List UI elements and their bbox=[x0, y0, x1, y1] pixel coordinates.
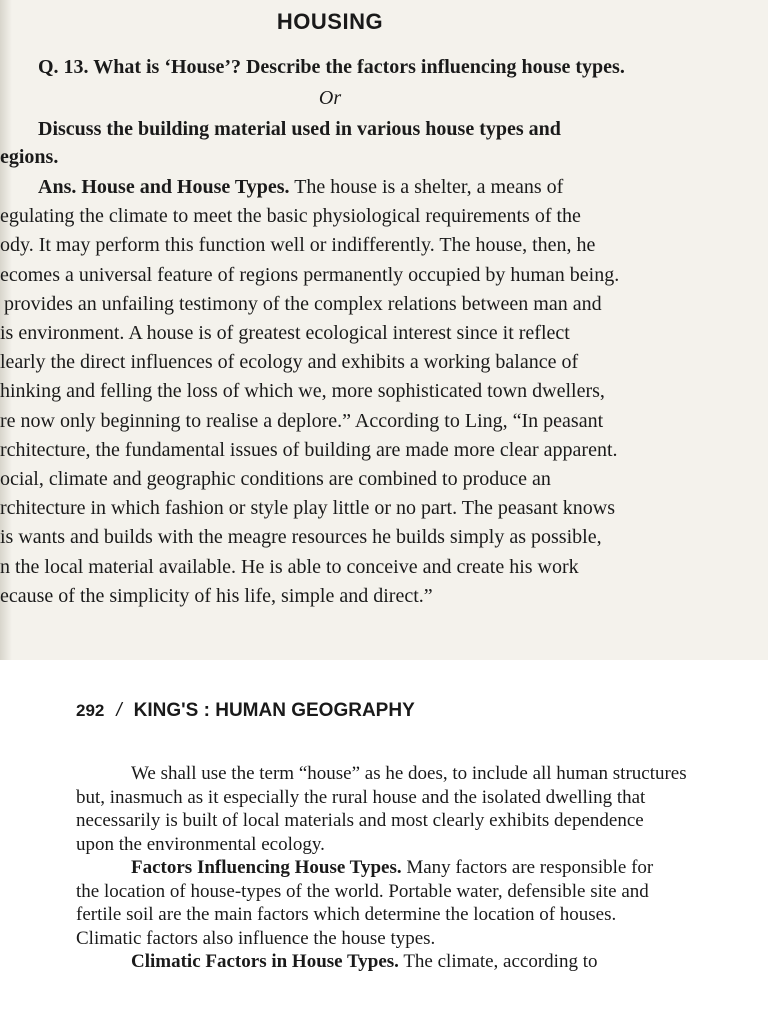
answer-line: rchitecture, the fundamental issues of building are made more clear apparent. bbox=[0, 438, 618, 461]
answer-line: n the local material available. He is able to conceive and create his work bbox=[0, 555, 579, 578]
climatic-line bbox=[76, 950, 768, 974]
running-header bbox=[76, 700, 415, 722]
page-number: 292 bbox=[76, 701, 105, 720]
lower-book-page bbox=[0, 660, 768, 1024]
paragraph-line: necessarily is built of local materials and most clearly exhibits dependence bbox=[76, 810, 644, 831]
alternate-question-line: Discuss the building material used in various house types and bbox=[38, 118, 561, 140]
answer-line: ecause of the simplicity of his life, simple and direct.” bbox=[0, 584, 433, 607]
paragraph-line: but, inasmuch as it especially the rural house and the isolated dwelling that bbox=[76, 786, 646, 808]
answer-line: ecomes a universal feature of regions permanently occupied by human being. bbox=[0, 263, 620, 286]
header-separator: / bbox=[116, 700, 122, 721]
answer-line: is wants and builds with the meagre resources he builds simply as possible, bbox=[0, 526, 602, 549]
or-separator: Or bbox=[318, 87, 342, 109]
answer-paragraph bbox=[0, 173, 715, 611]
paragraph-line: upon the environmental ecology. bbox=[76, 833, 325, 855]
answer-line: hinking and felling the loss of which we, more sophisticated town dwellers, bbox=[0, 380, 605, 403]
answer-line: is environment. A house is of greatest ecological interest since it reflect bbox=[0, 322, 570, 345]
factors-line: the location of house-types of the world. Portable water, defensible site and bbox=[76, 880, 649, 902]
alternate-question bbox=[0, 115, 700, 171]
paragraph-line: We shall use the term “house” as he does, to include all human structures bbox=[131, 763, 687, 784]
answer-line: provides an unfailing testimony of the complex relations between man and bbox=[4, 292, 602, 315]
answer-line: re now only beginning to realise a deplore.” According to Ling, “In peasant bbox=[0, 409, 604, 432]
climatic-line-text: The climate, according to bbox=[398, 951, 598, 972]
lower-page-text bbox=[76, 762, 768, 974]
climatic-heading: Climatic Factors in House Types. bbox=[131, 951, 399, 972]
answer-line: rchitecture in which fashion or style play little or no part. The peasant knows bbox=[0, 497, 616, 520]
chapter-title: HOUSING bbox=[276, 9, 384, 34]
alternate-question-line: egions. bbox=[0, 146, 59, 168]
factors-first-line bbox=[76, 856, 768, 880]
answer-first-line bbox=[0, 173, 715, 202]
answer-line: learly the direct influences of ecology and exhibits a working balance of bbox=[0, 351, 579, 374]
answer-line: ocial, climate and geographic conditions are combined to produce an bbox=[0, 468, 551, 491]
factors-line: fertile soil are the main factors which determine the location of houses. bbox=[76, 904, 617, 925]
book-title: KING'S : HUMAN GEOGRAPHY bbox=[133, 700, 415, 721]
factors-first-line-text: Many factors are responsible for bbox=[401, 857, 654, 878]
answer-line: ody. It may perform this function well or indifferently. The house, then, he bbox=[0, 234, 596, 257]
answer-heading: Ans. House and House Types. bbox=[38, 176, 290, 198]
question-heading: Q. 13. What is ‘House’? Describe the factors influencing house types. bbox=[38, 56, 625, 78]
factors-line: Climatic factors also influence the house types. bbox=[76, 927, 436, 949]
answer-first-line-text: The house is a shelter, a means of bbox=[289, 176, 564, 198]
factors-heading: Factors Influencing House Types. bbox=[131, 857, 402, 878]
answer-line: egulating the climate to meet the basic physiological requirements of the bbox=[0, 205, 581, 228]
